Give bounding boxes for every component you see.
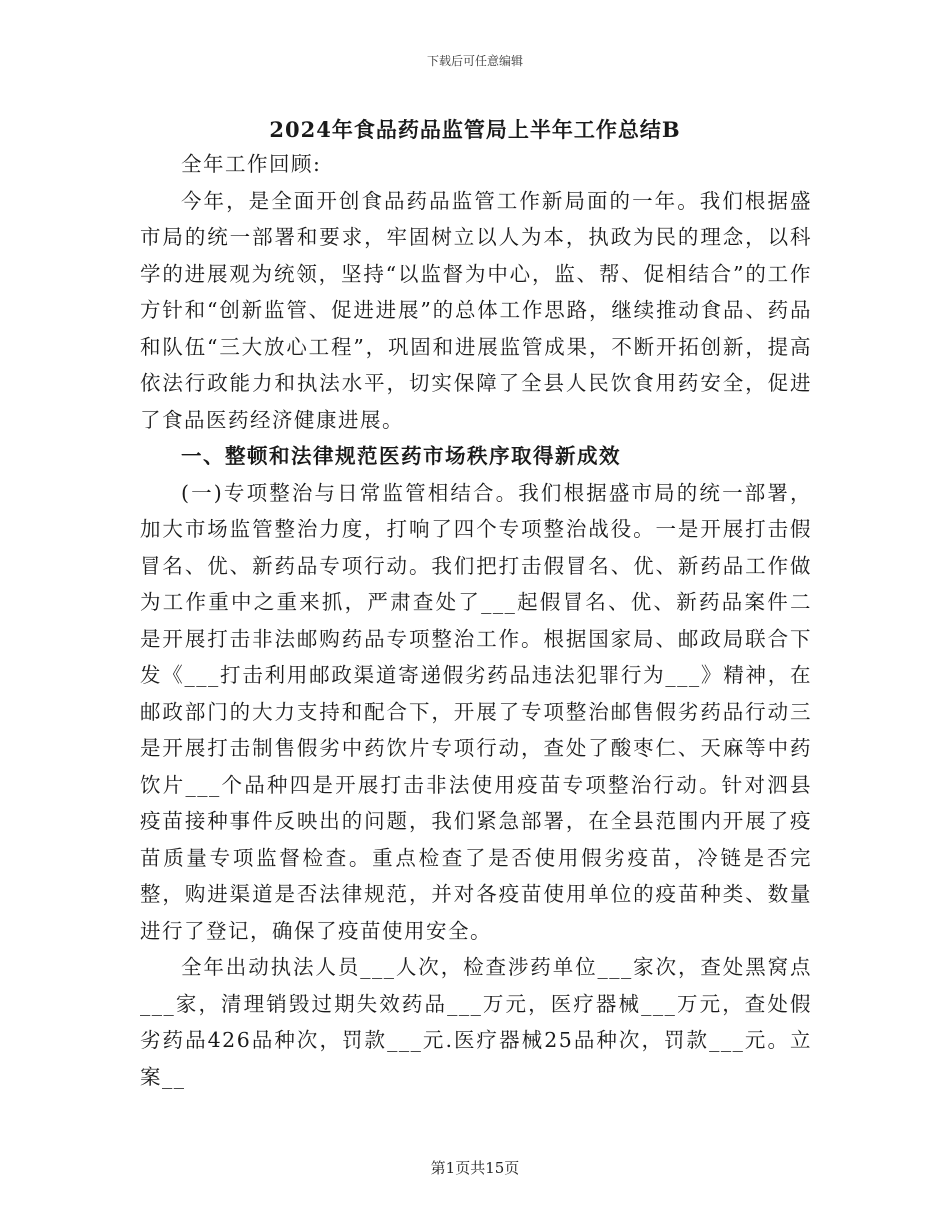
- document-body: [140, 146, 812, 1095]
- paragraph-section-label: 全年工作回顾:: [181, 152, 322, 176]
- paragraph-special-rectification: (一)专项整治与日常监管相结合。我们根据盛市局的统一部署，加大市场监管整治力度，打响了四个专项整治战役。一是开展打击假冒名、优、新药品专项行动。我们把打击假冒名、优、新药品工作做为工作重中之重来抓，严肃查处了___起假冒名、优、新药品案件二是开展打击非法邮购药品专项整治工作。根据国家局、邮政局联合下发《___打击利用邮政渠道寄递假劣药品违法犯罪行为___》精神，在邮政部门的大力支持和配合下，开展了专项整治邮售假劣药品行动三是开展打击制售假劣中药饮片专项行动，查处了酸枣仁、天麻等中药饮片___个品种四是开展打击非法使用疫苗专项整治行动。针对泗县疫苗接种事件反映出的问题，我们紧急部署，在全县范围内开展了疫苗质量专项监督检查。重点检查了是否使用假劣疫苗，冷链是否完整，购进渠道是否法律规范，并对各疫苗使用单位的疫苗种类、数量进行了登记，确保了疫苗使用安全。: [140, 480, 812, 943]
- paragraph-intro: 今年，是全面开创食品药品监管工作新局面的一年。我们根据盛市局的统一部署和要求，牢固树立以人为本，执政为民的理念，以科学的进展观为统领，坚持“以监督为中心，监、帮、促相结合”的工作方针和“创新监管、促进进展”的总体工作思路，继续推动食品、药品和队伍“三大放心工程”，巩固和进展监管成果，不断开拓创新，提高依法行政能力和执法水平，切实保障了全县人民饮食用药安全，促进了食品医药经济健康进展。: [140, 188, 812, 432]
- paragraph-statistics: 全年出动执法人员___人次，检查涉药单位___家次，查处黑窝点___家，清理销毁过期失效药品___万元，医疗器械___万元，查处假劣药品426品种次，罚款___元.医疗器械25品种次，罚款___元。立案__: [140, 955, 812, 1089]
- section-heading: 一、整顿和法律规范医药市场秩序取得新成效: [181, 444, 621, 468]
- document-title: 2024年食品药品监管局上半年工作总结B: [269, 117, 681, 142]
- page-header: 下载后可任意编辑: [426, 54, 523, 68]
- page-footer: 第1页共15页: [430, 1159, 520, 1177]
